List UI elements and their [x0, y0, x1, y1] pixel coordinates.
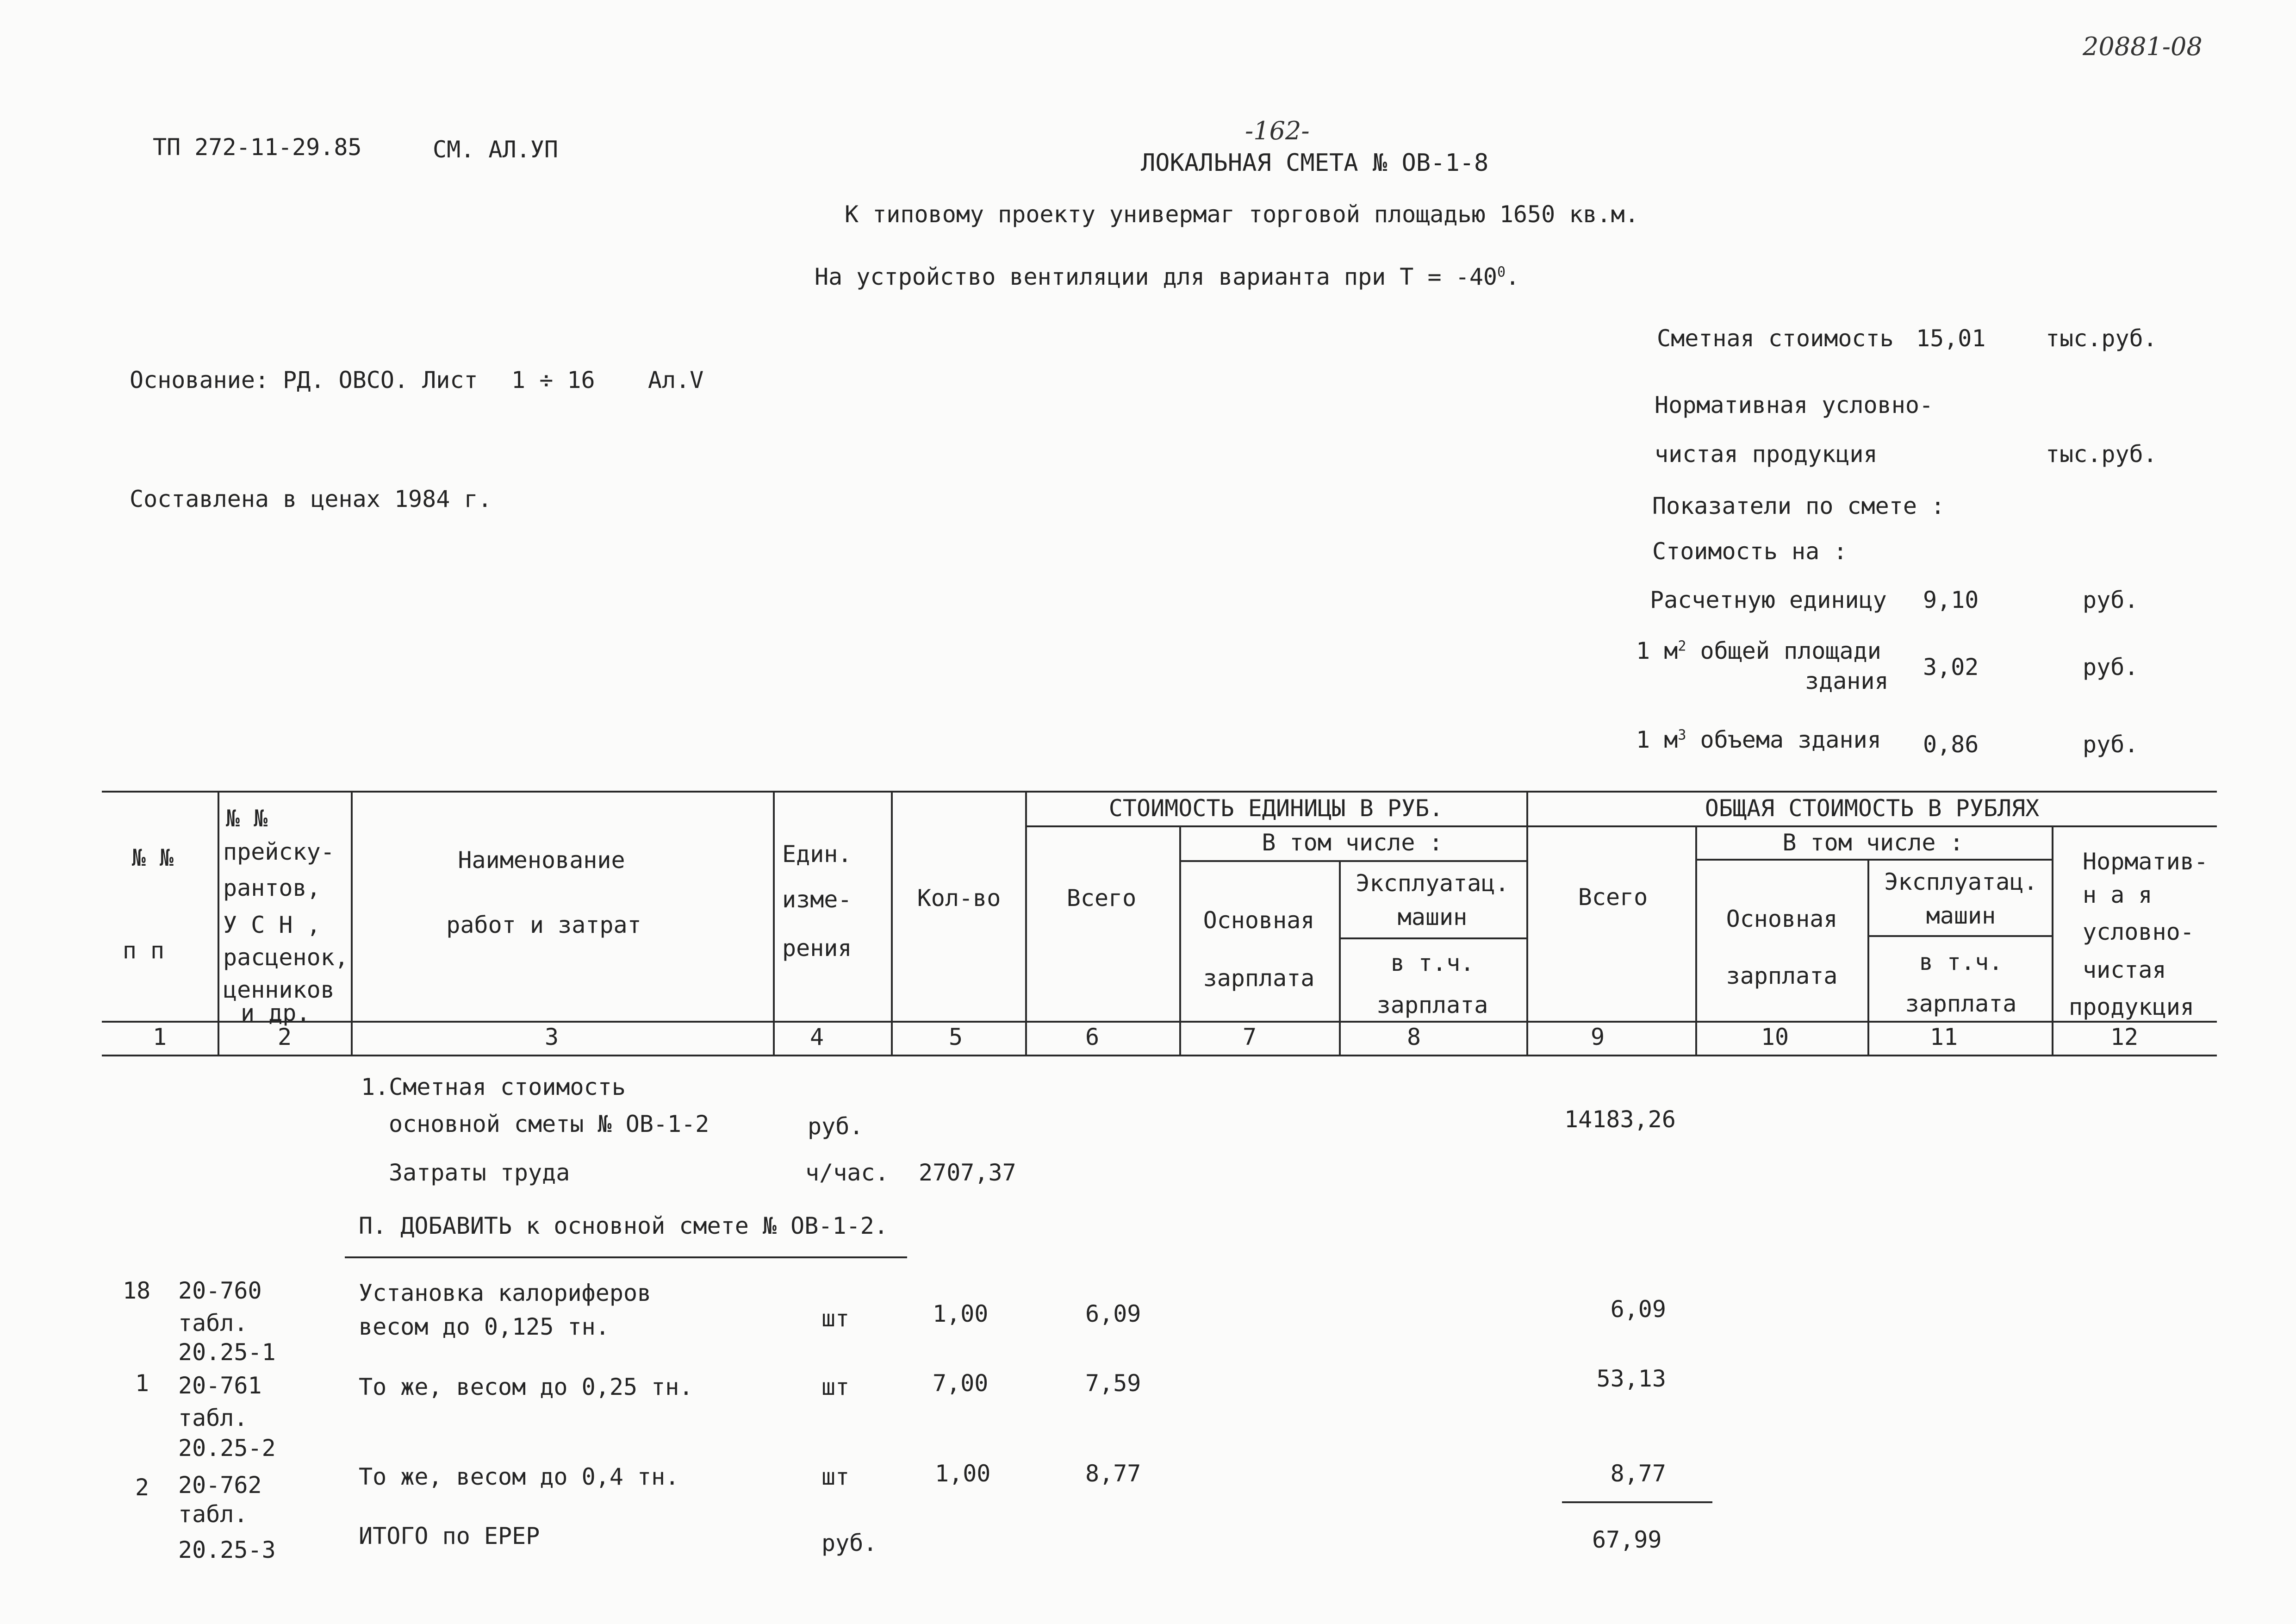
row-code: 20-762 — [178, 1472, 262, 1499]
project-code: ТП 272-11-29.85 — [153, 134, 362, 161]
unit-cost-unit: руб. — [2083, 587, 2139, 613]
area-cost-label-line2: здания — [1805, 668, 1889, 694]
column-number: 5 — [948, 1024, 963, 1050]
including-rule — [1696, 859, 2052, 861]
row-total: 6,09 — [1610, 1296, 1666, 1323]
including-rule — [1180, 860, 1526, 862]
col12-header-line5: продукция — [2069, 993, 2194, 1020]
row-unit: шт — [821, 1305, 850, 1332]
col-divider — [2052, 826, 2053, 1055]
col-divider — [1867, 860, 1869, 1055]
basis-label: Основание: РД. ОВСО. Лист — [130, 367, 478, 394]
row-code: 20-760 — [178, 1277, 262, 1304]
col-divider — [351, 792, 353, 1055]
row-code-line3: 20.25-1 — [178, 1339, 276, 1366]
page-number: -162- — [1245, 116, 1310, 145]
row-code: 20-761 — [178, 1372, 262, 1399]
unit-cost-group-header: СТОИМОСТЬ ЕДИНИЦЫ В РУБ. — [1108, 795, 1444, 822]
col10-header: Основная — [1726, 906, 1838, 932]
row-number: 2 — [135, 1474, 149, 1501]
row-unit: шт — [821, 1463, 850, 1490]
row-code-line2: табл. — [178, 1310, 248, 1337]
col-divider — [1339, 861, 1341, 1055]
row-code-line2: табл. — [178, 1501, 248, 1528]
row-unit-price: 6,09 — [1085, 1300, 1141, 1327]
normative-label-line2: чистая продукция — [1655, 441, 1878, 468]
col9-header: Всего — [1578, 884, 1648, 911]
col3-header: Наименование — [458, 847, 625, 874]
area-cost-label: 1 $м^2$ общей площади — [1636, 637, 1881, 664]
col2-header: № № — [226, 805, 268, 832]
col12-header-line4: чистая — [2083, 956, 2166, 983]
row-quantity: 7,00 — [933, 1370, 989, 1397]
col12-header: Норматив- — [2083, 848, 2208, 875]
col2-header-line7: и др. — [241, 999, 311, 1026]
group-rule — [1527, 825, 2217, 827]
col6-header: Всего — [1066, 885, 1137, 912]
col4-header-line2: изме- — [782, 886, 852, 913]
basis-album: Ал.V — [648, 367, 704, 394]
col7-header-line2: зарплата — [1203, 965, 1315, 992]
col2-header-line3: рантов, — [223, 874, 321, 901]
subcell-rule — [1868, 935, 2052, 937]
unit-cost-label: Расчетную единицу — [1650, 587, 1887, 613]
section2-title: П. ДОБАВИТЬ к основной смете № ОВ-1-2. — [359, 1212, 888, 1239]
estimated-cost-label: Сметная стоимость — [1657, 325, 1894, 352]
normative-unit: тыс.руб. — [2046, 441, 2157, 468]
row-unit-price: 8,77 — [1085, 1460, 1141, 1487]
column-number: 12 — [2110, 1024, 2139, 1050]
col-divider — [1025, 792, 1027, 1055]
table-top-rule — [102, 791, 2217, 793]
row-total: 8,77 — [1610, 1460, 1666, 1487]
total-including-header: В том числе : — [1782, 829, 1964, 856]
col8-header-line2: зарплата — [1376, 992, 1488, 1018]
area-cost-unit: руб. — [2083, 654, 2139, 681]
document-subtitle: К типовому проекту универмаг торговой площадью 1650 кв.м. — [845, 201, 1639, 228]
col1-header: № № — [131, 844, 174, 871]
row-unit: шт — [821, 1374, 850, 1400]
estimated-cost-unit: тыс.руб. — [2046, 325, 2157, 352]
total-machinery-header: Эксплуатац. — [1884, 868, 2038, 895]
basis-sheets: 1 ÷ 16 — [511, 367, 595, 394]
grand-total: 67,99 — [1592, 1526, 1662, 1553]
unit-cost-value: 9,10 — [1923, 587, 1979, 613]
column-number: 2 — [277, 1024, 292, 1050]
column-number: 7 — [1242, 1024, 1257, 1050]
col-divider — [891, 792, 893, 1055]
column-number-rule — [102, 1055, 2217, 1056]
header-bottom-rule — [102, 1021, 2217, 1023]
archive-stamp: 20881-08 — [2083, 32, 2203, 61]
col10-header-line2: зарплата — [1726, 962, 1838, 989]
column-number: 9 — [1590, 1024, 1605, 1050]
labor-label: Затраты труда — [389, 1159, 570, 1186]
row-code-line2: табл. — [178, 1405, 248, 1431]
total-cost-group-header: ОБЩАЯ СТОИМОСТЬ В РУБЛЯХ — [1705, 795, 2040, 822]
col-divider — [218, 792, 219, 1055]
unit-machinery-header: Эксплуатац. — [1356, 870, 1509, 897]
section1-title-line2: основной сметы № ОВ-1-2 — [389, 1111, 709, 1137]
col2-header-line2: прейску- — [223, 838, 335, 865]
col4-header: Един. — [782, 841, 852, 868]
section1-title: 1.Сметная стоимость — [361, 1074, 626, 1100]
indicators-heading: Показатели по смете : — [1652, 493, 1945, 519]
row-unit-price: 7,59 — [1085, 1370, 1141, 1397]
col11-header: в т.ч. — [1919, 949, 2003, 975]
col8-header: в т.ч. — [1390, 949, 1475, 976]
labor-unit: ч/час. — [805, 1159, 889, 1186]
column-number: 4 — [809, 1024, 824, 1050]
col11-header-line2: зарплата — [1905, 990, 2017, 1017]
col12-header-line3: условно- — [2083, 918, 2194, 945]
subcell-rule — [1340, 937, 1526, 939]
column-number: 10 — [1761, 1024, 1789, 1050]
row-code-line3: 20.25-2 — [178, 1435, 276, 1462]
col2-header-line4: У С Н , — [223, 912, 321, 938]
col1-header-line2: п п — [122, 937, 165, 964]
row-total: 53,13 — [1596, 1365, 1666, 1392]
estimated-cost-value: 15,01 — [1916, 325, 1986, 352]
col12-header-line2: н а я — [2083, 881, 2153, 908]
album-reference: СМ. АЛ.УП — [433, 136, 558, 163]
col2-header-line5: расценок, — [223, 944, 348, 971]
row-number: 1 — [135, 1370, 149, 1397]
column-number: 3 — [544, 1024, 559, 1050]
column-number: 8 — [1406, 1024, 1421, 1050]
column-number: 11 — [1929, 1024, 1958, 1050]
normative-label-line1: Нормативная условно- — [1655, 392, 1934, 418]
col-divider — [1526, 792, 1528, 1055]
labor-value: 2707,37 — [919, 1159, 1016, 1186]
total-machinery-header-line2: машин — [1926, 902, 1996, 929]
col5-header: Кол-во — [917, 885, 1001, 912]
document-title: ЛОКАЛЬНАЯ СМЕТА № ОВ-1-8 — [1141, 149, 1489, 177]
row-quantity: 1,00 — [933, 1300, 989, 1327]
section1-unit: руб. — [808, 1113, 864, 1140]
row-name: То же, весом до 0,25 тн. — [359, 1374, 693, 1400]
row-name: Установка калориферов — [359, 1280, 652, 1306]
document-purpose: На устройство вентиляции для варианта при $Т = -40^0$. — [815, 263, 1520, 290]
col-divider — [773, 792, 775, 1055]
section2-underline — [345, 1256, 907, 1258]
unit-machinery-header-line2: машин — [1397, 904, 1468, 931]
col3-header-line2: работ и затрат — [446, 912, 641, 938]
row-name: То же, весом до 0,4 тн. — [359, 1463, 679, 1490]
group-rule — [1026, 825, 1527, 827]
row-name-line2: весом до 0,125 тн. — [359, 1313, 610, 1340]
cost-per-heading: Стоимость на : — [1652, 538, 1848, 565]
col7-header: Основная — [1203, 907, 1315, 934]
total-underline — [1562, 1501, 1712, 1503]
col4-header-line3: рения — [782, 935, 852, 962]
area-cost-value: 3,02 — [1923, 654, 1979, 681]
volume-cost-label: 1 $м^3$ объема здания — [1636, 726, 1881, 753]
section1-total: 14183,26 — [1564, 1106, 1676, 1133]
volume-cost-unit: руб. — [2083, 731, 2139, 758]
price-basis: Составлена в ценах 1984 г. — [130, 486, 492, 512]
col2-header-line6: ценников — [223, 976, 335, 1003]
column-number: 1 — [152, 1024, 167, 1050]
total-label: ИТОГО по ЕРЕР — [359, 1523, 540, 1549]
row-quantity: 1,00 — [935, 1460, 991, 1487]
row-code-line3: 20.25-3 — [178, 1537, 276, 1563]
column-number: 6 — [1085, 1024, 1100, 1050]
row-number: 18 — [123, 1277, 151, 1304]
volume-cost-value: 0,86 — [1923, 731, 1979, 758]
unit-including-header: В том числе : — [1262, 829, 1443, 856]
total-unit: руб. — [821, 1530, 877, 1556]
